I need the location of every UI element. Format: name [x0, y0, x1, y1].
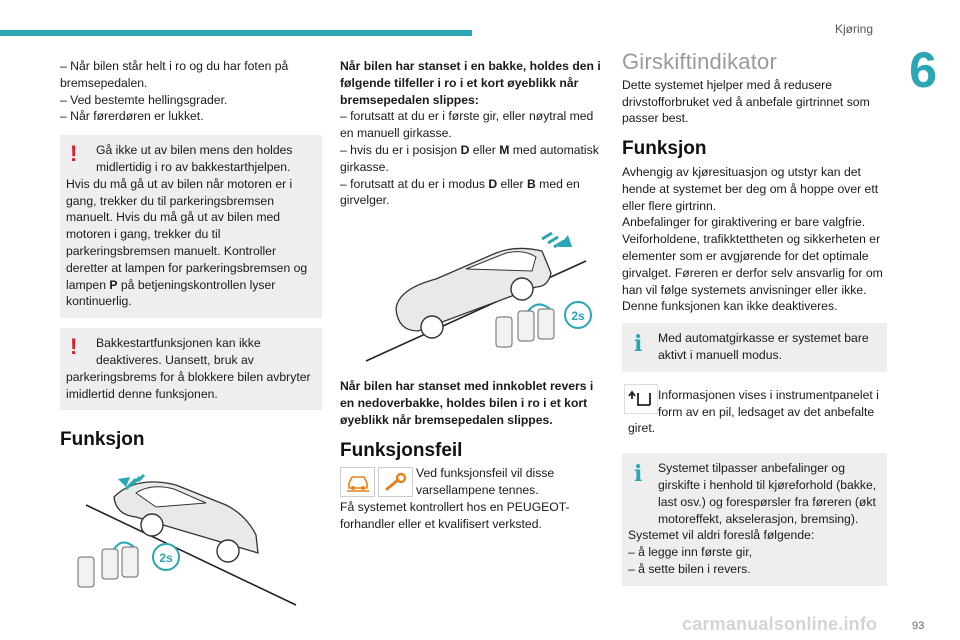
timer-badge: 2s [159, 551, 173, 566]
warning-box [60, 328, 322, 410]
warning-text-rest: Hvis du må gå ut av bilen når motoren er i gang, trekker du til parkeringsbremsen manuelt. Hvis du må gå ut av bilen med motoren i gang, trekker du til parkeringsbremsen manuelt. Kontroller deretter at lampen for parkeringsbremsen og lampen P på betjeningskontrollen lyser kontinuerlig. [66, 176, 308, 309]
info-text-rest: Systemet vil aldri foreslå følgende: [628, 528, 815, 543]
warning-icon: ! [70, 141, 78, 167]
info-box [622, 453, 887, 586]
info-text: Med automatgirkasse er systemet bare aktivt i manuell modus. [658, 331, 869, 362]
paragraph: Avhengig av kjøresituasjon og utstyr kan det hende at systemet ber deg om å hoppe over ett eller flere girtrinn. [622, 164, 879, 213]
info-icon: i [634, 461, 643, 488]
section-title: Kjøring [835, 22, 874, 36]
gear-text-rest: giret. [628, 421, 656, 436]
car-uphill-icon [66, 457, 306, 607]
gear-shift-arrow-icon [624, 384, 658, 414]
gear-text-first: Informasjonen vises i instrumentpanelet i form av en pil, ledsaget av det anbefalte [658, 387, 879, 419]
paragraph: Denne funksjonen kan ikke deaktiveres. [622, 299, 838, 314]
paragraph: Dette systemet hjelper med å redusere drivstofforbruket ved å anbefale girtrinnet som passer best. [622, 77, 870, 126]
column-1 [60, 58, 322, 607]
hill-assist-fault-icon [340, 467, 375, 497]
list-item: – å legge inn første gir, [628, 545, 752, 560]
list-item: – Ved bestemte hellingsgrader. [60, 92, 228, 107]
paragraph-bold: Når bilen har stanset i en bakke, holdes den i følgende tilfeller i ro i et kort øyeblikk når bremsepedalen slippes: [340, 59, 601, 107]
column-3 [622, 49, 887, 586]
warning-lamps [340, 467, 413, 497]
section-heading: Funksjonsfeil [340, 439, 463, 461]
list-item: – Når bilen står helt i ro og du har foten på bremsepedalen. [60, 59, 289, 90]
list-item: – forutsatt at du er i første gir, eller nøytral med en manuell girkasse. [340, 109, 594, 141]
list-item: – å sette bilen i revers. [628, 561, 751, 576]
list-item: – hvis du er i posisjon D eller M med automatisk girkasse. [340, 142, 599, 174]
hill-start-illustration-reverse [346, 231, 596, 366]
car-downhill-reverse-icon [346, 231, 596, 366]
info-icon: i [634, 331, 643, 358]
fault-text-first: Ved funksjonsfeil vil disse varsellampene tennes. [416, 466, 555, 498]
paragraph: Anbefalinger for giraktivering er bare valgfrie. [622, 215, 866, 230]
info-text-first: Systemet tilpasser anbefalinger og girskifte i henhold til kjøreforhold (bakke, last osv.) og forespørsler fra føreren (økt motoreffekt, akselerasjon, bremsing). [658, 461, 877, 526]
list-item: – forutsatt at du er i modus D eller B med en girvelger. [340, 176, 580, 208]
paragraph-bold: Når bilen har stanset med innkoblet revers i en nedoverbakke, holdes bilen i ro i et kort øyeblikk når bremsepedalen slippes. [340, 379, 594, 427]
warning-box [60, 135, 322, 318]
column-2 [340, 58, 605, 533]
chapter-section-title: Girskiftindikator [622, 49, 777, 74]
section-heading: Funksjon [60, 429, 145, 451]
chapter-number: 6 [909, 42, 937, 98]
warning-icon: ! [70, 334, 78, 360]
warning-text-first: Gå ikke ut av bilen mens den holdes midlertidig i ro av bakkestarthjelpen. [96, 143, 293, 174]
watermark: carmanualsonline.info [682, 614, 878, 634]
warning-text-first: Bakkestartfunksjonen kan ikke deaktiveres. Uansett, bruk av [96, 336, 261, 367]
info-box [622, 323, 887, 372]
header-accent-bar [0, 30, 472, 36]
service-wrench-icon [378, 467, 413, 497]
fault-text-rest: Få systemet kontrollert hos en PEUGEOT-forhandler eller et kvalifisert verksted. [340, 499, 570, 531]
gear-indicator-box [622, 380, 887, 445]
hill-start-illustration-uphill [66, 457, 306, 607]
paragraph: Veiforholdene, trafikktettheten og sikkerheten er elementer som er avgjørende for det optimale girvalget. Føreren er derfor selv ansvarlig for om han vil følge systemets anvisninger eller ikke. [622, 232, 883, 297]
list-item: – Når førerdøren er lukket. [60, 109, 204, 124]
warning-text-rest: parkeringsbrems for å blokkere bilen avbryter imidlertid denne funksjonen. [66, 369, 311, 401]
fault-paragraph [340, 465, 605, 532]
timer-badge: 2s [571, 309, 585, 324]
section-heading: Funksjon [622, 138, 707, 160]
page-number: 93 [912, 620, 925, 632]
